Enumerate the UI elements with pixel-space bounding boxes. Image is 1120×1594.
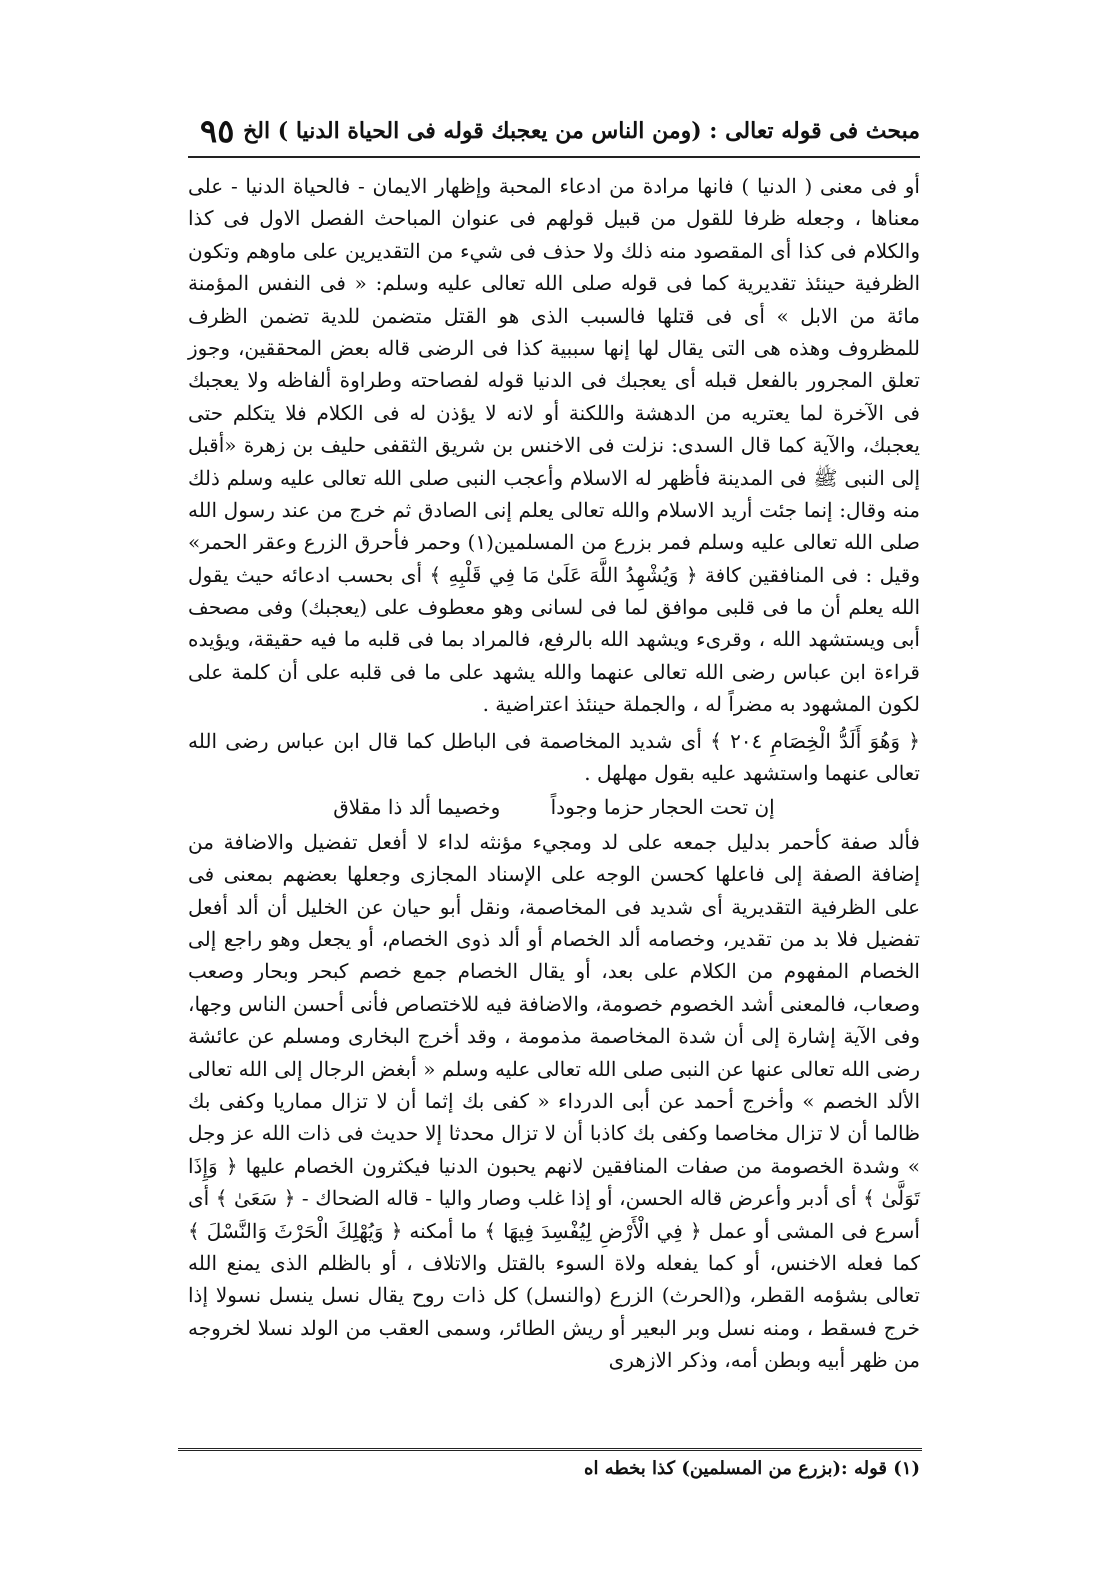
paragraph: فألد صفة كأحمر بدليل جمعه على لد ومجيء مؤنثه لداء لا أفعل تفضيل والاضافة من إضافة الصفة إلى فاعلها كحسن الوجه على الإسناد المجازى وجعلها بعضهم بمعنى فى على الظرفية التقديرية أى شديد فى المخاصمة، ونقل أبو حيان عن الخليل أن ألد أفعل تفضيل فلا بد من تقدير، وخصامه ألد الخصام أو ألد ذوى الخصام، أو يجعل وهو راجع إلى الخصام المفهوم من الكلام على بعد، أو يقال الخصام جمع خصم كبحر وبحار وصعب وصعاب، فالمعنى أشد الخصوم خصومة، والاضافة فيه للاختصاص فأنى أحسن الناس وجها، وفى الآية إشارة إلى أن شدة المخاصمة مذمومة ، وقد أخرج البخارى ومسلم عن عائشة رضى الله تعالى عنها عن النبى صلى الله تعالى عليه وسلم « أبغض الرجال إلى الله تعالى الألد الخصم » وأخرج أحمد عن أبى الدرداء « كفى بك إثما أن لا تزال مماريا وكفى بك ظالما أن لا تزال مخاصما وكفى بك كاذبا أن لا تزال محدثا إلا حديث فى ذات الله عز وجل » وشدة الخصومة من صفات المنافقين لانهم يحبون الدنيا فيكثرون الخصام عليها ﴿ وَإِذَا تَوَلَّىٰ ﴾ أى أدبر وأعرض قاله الحسن، أو إذا غلب وصار واليا - قاله الضحاك - ﴿ سَعَىٰ ﴾ أى أسرع فى المشى أو عمل ﴿ فِي الْأَرْضِ لِيُفْسِدَ فِيهَا ﴾ ما أمكنه ﴿ وَيُهْلِكَ الْحَرْثَ وَالنَّسْلَ ﴾ كما فعله الاخنس، أو كما يفعله ولاة السوء بالقتل والاتلاف ، أو بالظلم الذى يمنع الله تعالى بشؤمه القطر، و(الحرث) الزرع (والنسل) كل ذات روح يقال نسل ينسل نسولا إذا خرج فسقط ، ومنه نسل وبر البعير أو ريش الطائر، وسمى العقب من الولد نسلا لخروجه من ظهر أبيه وبطن أمه، وذكر الازهرى <box>188 829 920 1373</box>
poem-line <box>188 791 920 823</box>
poem-first-hemistich: إن تحت الحجار حزما وجوداً <box>550 795 775 820</box>
paragraph: ﴿ وَهُوَ أَلَدُّ الْخِصَامِ ٢٠٤ ﴾ أى شديد المخاصمة فى الباطل كما قال ابن عباس رضى الله تعالى عنهما واستشهد عليه بقول مهلهل . <box>188 728 920 786</box>
poem-second-hemistich: وخصيما ألد ذا مقلاق <box>333 795 501 820</box>
page-number: ٩٥ <box>200 112 235 150</box>
running-title: مبحث فى قوله تعالى : (ومن الناس من يعجبك قوله فى الحياة الدنيا ) الخ <box>243 118 920 144</box>
page-header <box>190 112 920 154</box>
header-rule <box>188 156 920 158</box>
footnote: (١) قوله :(بزرع من المسلمين) كذا بخطه اه <box>584 1458 920 1479</box>
paragraph: أو فى معنى ( الدنيا ) فانها مرادة من ادعاء المحبة وإظهار الايمان - فالحياة الدنيا - على معناها ، وجعله ظرفا للقول من قبيل قولهم فى عنوان المباحث الفصل الاول فى كذا والكلام فى كذا أى المقصود منه ذلك ولا حذف فى شيء من التقديرين على ماوهم وتكون الظرفية حينئذ تقديرية كما فى قوله صلى الله تعالى عليه وسلم: « فى النفس المؤمنة مائة من الابل » أى فى قتلها فالسبب الذى هو القتل متضمن للدية تضمن الظرف للمظروف وهذه هى التى يقال لها إنها سببية كذا فى الرضى قاله بعض المحققين، وجوز تعلق المجرور بالفعل قبله أى يعجبك فى الدنيا قوله لفصاحته وطراوة ألفاظه ولا يعجبك فى الآخرة لما يعتريه من الدهشة واللكنة أو لانه لا يؤذن له فى الكلام فلا يتكلم حتى يعجبك، والآية كما قال السدى: نزلت فى الاخنس بن شريق الثقفى حليف بن زهرة «أقبل إلى النبى ﷺ فى المدينة فأظهر له الاسلام وأعجب النبى صلى الله تعالى عليه وسلم ذلك منه وقال: إنما جئت أريد الاسلام والله تعالى يعلم إنى الصادق ثم خرج من عند رسول الله صلى الله تعالى عليه وسلم فمر بزرع من المسلمين(١) وحمر فأحرق الزرع وعقر الحمر» وقيل : فى المنافقين كافة ﴿ وَيُشْهِدُ اللَّهَ عَلَىٰ مَا فِي قَلْبِهِ ﴾ أى بحسب ادعائه حيث يقول الله يعلم أن ما فى قلبى موافق لما فى لسانى وهو معطوف على (يعجبك) وفى مصحف أبى ويستشهد الله ، وقرىء ويشهد الله بالرفع، فالمراد بما فى قلبه ما فيه حقيقة، ويؤيده قراءة ابن عباس رضى الله تعالى عنهما والله يشهد على ما فى قلبه على أن كلمة على لكون المشهود به مضراً له ، والجملة حينئذ اعتراضية . <box>188 174 921 717</box>
footnote-rule <box>178 1448 922 1451</box>
body-text <box>188 170 920 1376</box>
